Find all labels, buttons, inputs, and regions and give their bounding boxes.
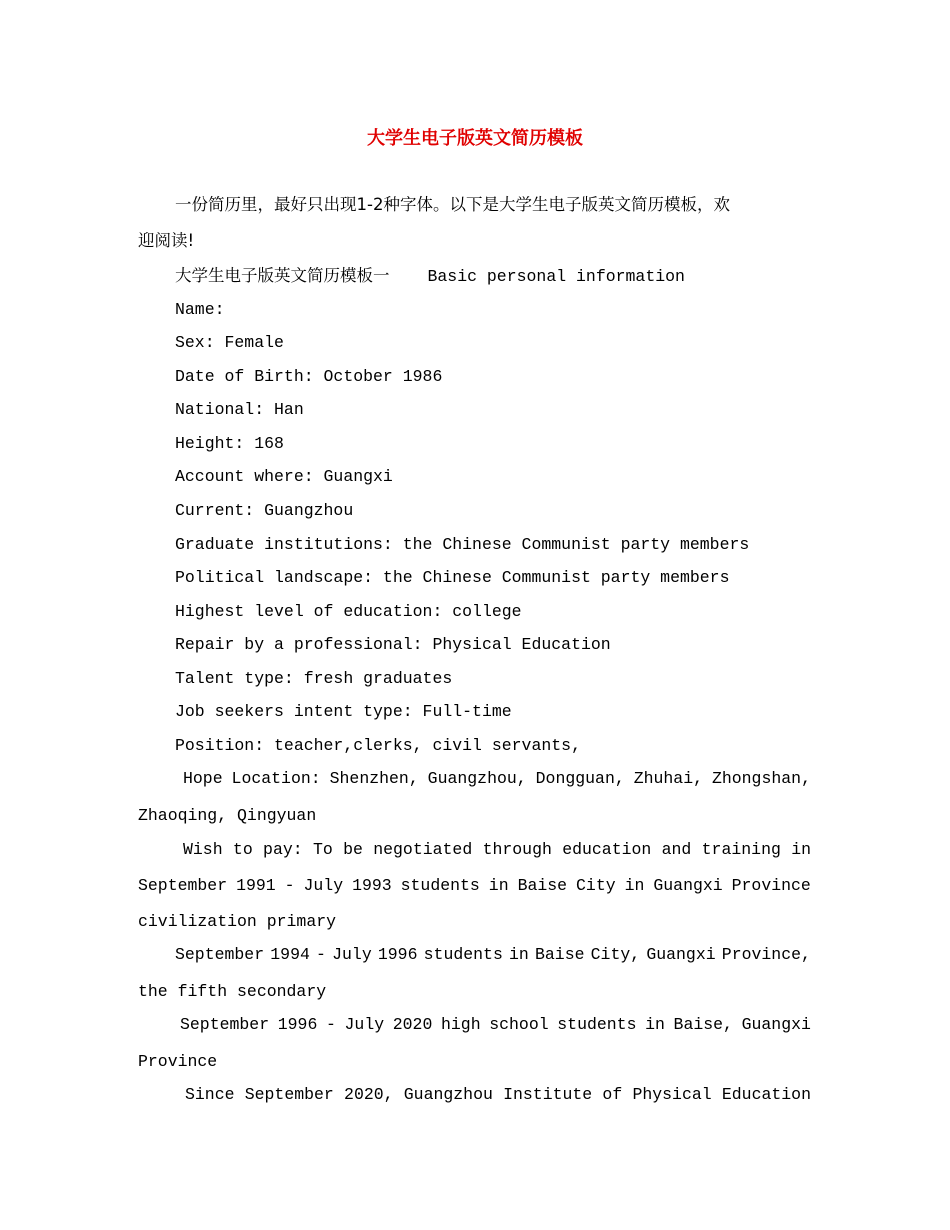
- word: Shenzhen,: [329, 769, 419, 788]
- education-line-2: [138, 945, 811, 965]
- field-account-where: Account where: Guangxi: [175, 467, 393, 486]
- word: through: [482, 840, 552, 859]
- word: Guangxi: [646, 945, 716, 964]
- field-professional: Repair by a professional: Physical Education: [175, 635, 611, 654]
- word: Baise: [534, 945, 585, 964]
- section-label: 大学生电子版英文简历模板一: [175, 266, 390, 285]
- word: July: [332, 945, 372, 964]
- word: in: [509, 945, 529, 964]
- education-line-2-continuation: the fifth secondary: [138, 982, 327, 1001]
- word: Baise: [517, 876, 568, 895]
- word: July: [303, 876, 344, 895]
- field-name: Name:: [175, 300, 225, 319]
- word: 2020: [392, 1015, 433, 1034]
- education-line-4: [138, 1085, 811, 1105]
- word: Province,: [721, 945, 811, 964]
- word: students: [423, 945, 503, 964]
- word: be: [343, 840, 363, 859]
- wish-to-pay-line: [138, 840, 811, 860]
- word: students: [400, 876, 480, 895]
- word: To: [312, 840, 333, 859]
- field-position: Position: teacher,clerks, civil servants,: [175, 736, 581, 755]
- word: 2020,: [344, 1085, 394, 1104]
- word: Province: [731, 876, 811, 895]
- word: July: [344, 1015, 385, 1034]
- field-height: Height: 168: [175, 434, 284, 453]
- section-heading-line: [138, 266, 811, 287]
- word: training: [701, 840, 781, 859]
- education-line-3-continuation: Province: [138, 1052, 218, 1071]
- word: Guangzhou,: [427, 769, 527, 788]
- word: September: [138, 876, 228, 895]
- word: 1993: [352, 876, 392, 895]
- field-national: National: Han: [175, 400, 304, 419]
- word: Zhongshan,: [711, 769, 811, 788]
- hope-location-line: [138, 769, 811, 789]
- hope-location-continuation: Zhaoqing, Qingyuan: [138, 806, 317, 825]
- word: negotiated: [373, 840, 473, 859]
- word: high: [440, 1015, 481, 1034]
- word: City,: [590, 945, 641, 964]
- word: -: [325, 1015, 336, 1034]
- word: students: [557, 1015, 637, 1034]
- word: 1991: [236, 876, 276, 895]
- education-line-3: [138, 1015, 811, 1035]
- word: Guangxi: [741, 1015, 811, 1034]
- word: Education: [721, 1085, 811, 1104]
- word: Baise,: [673, 1015, 733, 1034]
- field-sex: Sex: Female: [175, 333, 284, 352]
- word: to: [232, 840, 253, 859]
- word: Location:: [231, 769, 321, 788]
- intro-line-2: 迎阅读!: [138, 231, 195, 250]
- section-heading: Basic personal information: [427, 267, 685, 286]
- word: in: [488, 876, 509, 895]
- word: Guangxi: [653, 876, 723, 895]
- word: 1994: [270, 945, 310, 964]
- word: and: [661, 840, 692, 859]
- word: -: [316, 945, 326, 964]
- word: education: [562, 840, 652, 859]
- field-date-of-birth: Date of Birth: October 1986: [175, 367, 443, 386]
- field-current: Current: Guangzhou: [175, 501, 354, 520]
- word: pay:: [263, 840, 303, 859]
- intro-line-1: 一份简历里，最好只出现1-2种字体。以下是大学生电子版英文简历模板，欢: [175, 195, 730, 214]
- word: school: [489, 1015, 549, 1034]
- word: Dongguan,: [535, 769, 625, 788]
- word: Hope: [183, 769, 223, 788]
- word: September: [244, 1085, 334, 1104]
- document-title: 大学生电子版英文简历模板: [367, 128, 583, 149]
- word: Physical: [632, 1085, 712, 1104]
- field-political-landscape: Political landscape: the Chinese Communist party members: [175, 568, 730, 587]
- word: -: [284, 876, 295, 895]
- word: Wish: [183, 840, 223, 859]
- word: Since: [185, 1085, 235, 1104]
- word: in: [624, 876, 645, 895]
- word: City: [576, 876, 616, 895]
- word: of: [602, 1085, 623, 1104]
- word: in: [791, 840, 811, 859]
- word: September: [175, 945, 265, 964]
- field-highest-education: Highest level of education: college: [175, 602, 522, 621]
- field-graduate-institutions: Graduate institutions: the Chinese Communist party members: [175, 535, 750, 554]
- word: 1996: [377, 945, 418, 964]
- word: Zhuhai,: [633, 769, 704, 788]
- word: Institute: [503, 1085, 593, 1104]
- word: Guangzhou: [403, 1085, 493, 1104]
- wish-to-pay-continuation: [138, 876, 811, 896]
- wish-to-pay-continuation-2: civilization primary: [138, 912, 337, 931]
- field-talent-type: Talent type: fresh graduates: [175, 669, 453, 688]
- word: September: [180, 1015, 270, 1034]
- word: in: [645, 1015, 665, 1034]
- field-intent-type: Job seekers intent type: Full-time: [175, 702, 512, 721]
- word: 1996: [277, 1015, 318, 1034]
